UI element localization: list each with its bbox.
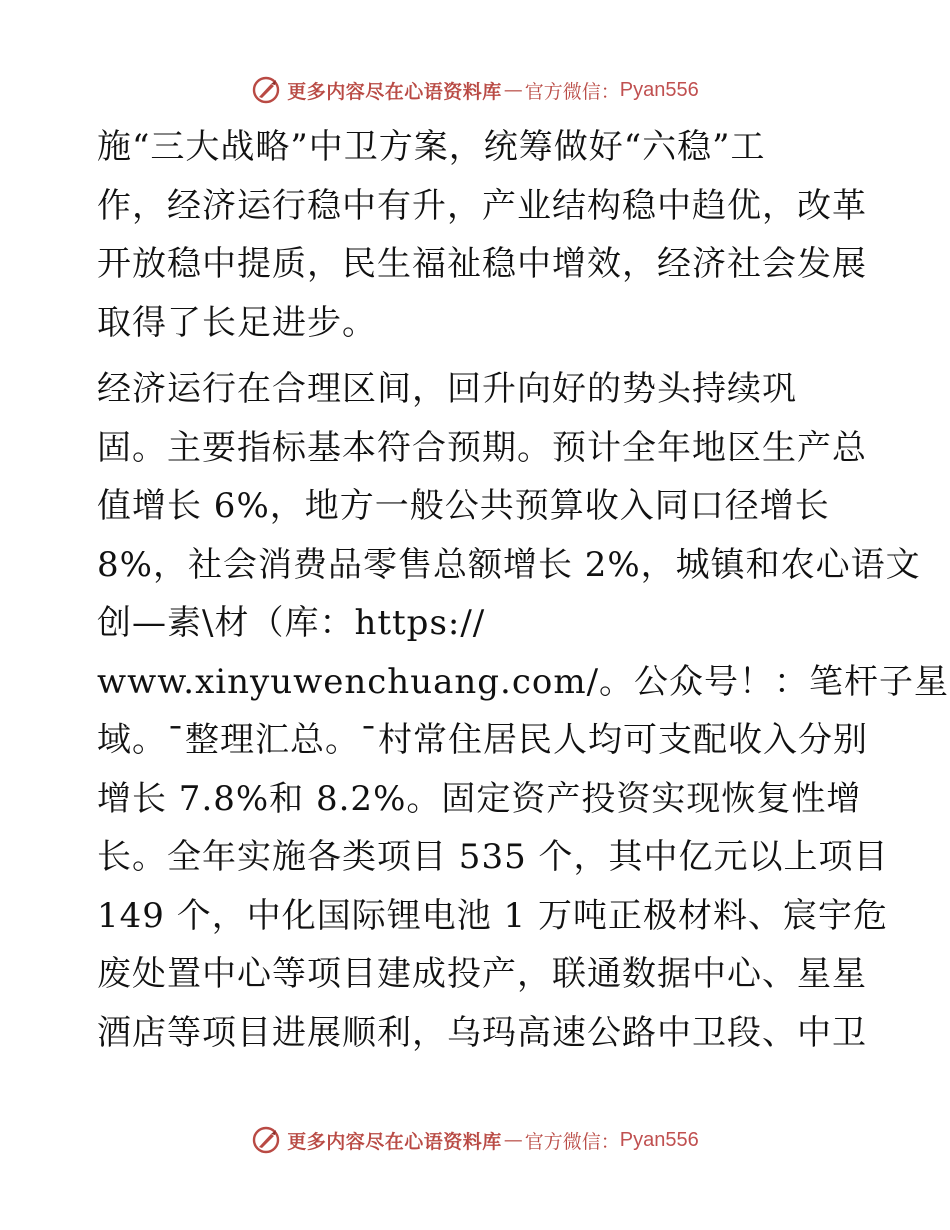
header-wechat-id: Pyan556 [619,78,699,101]
header-wechat-label: 官方微信： [524,80,620,103]
footer-banner-separator: — [503,1129,523,1151]
paragraph-2 [97,360,950,1062]
text-line: www.xinyuwenchuang.com/。公众号！：笔杆子星 [97,661,950,702]
header-banner-text: 更多内容尽在心语资料库 [287,80,502,103]
footer-wechat-id: Pyan556 [619,1128,699,1151]
text-line: 开放稳中提质，民生福祉稳中增效，经济社会发展 [97,244,867,284]
text-line: 长。全年实施各类项目 535 个，其中亿元以上项目 [97,837,889,877]
footer-wechat-label: 官方微信： [524,1130,620,1153]
text-line: 作，经济运行稳中有升，产业结构稳中趋优，改革 [97,185,867,226]
text-line: 8%，社会消费品零售总额增长 2%，城镇和农心语文 [97,544,921,585]
footer-banner-text: 更多内容尽在心语资料库 [287,1130,502,1153]
text-line: 域。¯整理汇总。¯村常住居民人均可支配收入分别 [97,720,868,760]
text-line: 酒店等项目进展顺利，乌玛高速公路中卫段、中卫 [97,1012,867,1053]
text-line: 增长 7.8%和 8.2%。固定资产投资实现恢复性增 [97,778,862,819]
text-line: 149 个，中化国际锂电池 1 万吨正极材料、宸宇危 [97,895,888,936]
header-banner [0,70,950,110]
text-line: 经济运行在合理区间，回升向好的势头持续巩 [97,369,797,409]
quill-logo-icon [251,1125,281,1155]
footer-banner [0,1120,950,1160]
paragraph-gap [97,352,877,360]
quill-logo-icon [251,75,281,105]
document-body [97,118,950,1062]
text-line: 固。主要指标基本符合预期。预计全年地区生产总 [97,427,867,468]
text-line: 施“三大战略”中卫方案，统筹做好“六稳”工 [97,127,766,167]
paragraph-1 [97,118,877,352]
header-banner-separator: — [503,79,523,101]
text-line: 废处置中心等项目建成投产，联通数据中心、星星 [97,954,867,994]
text-line: 值增长 6%，地方一般公共预算收入同口径增长 [97,486,830,526]
text-line: 创—素\材（库：https:// [97,603,486,643]
text-line: 取得了长足进步。 [97,302,377,343]
